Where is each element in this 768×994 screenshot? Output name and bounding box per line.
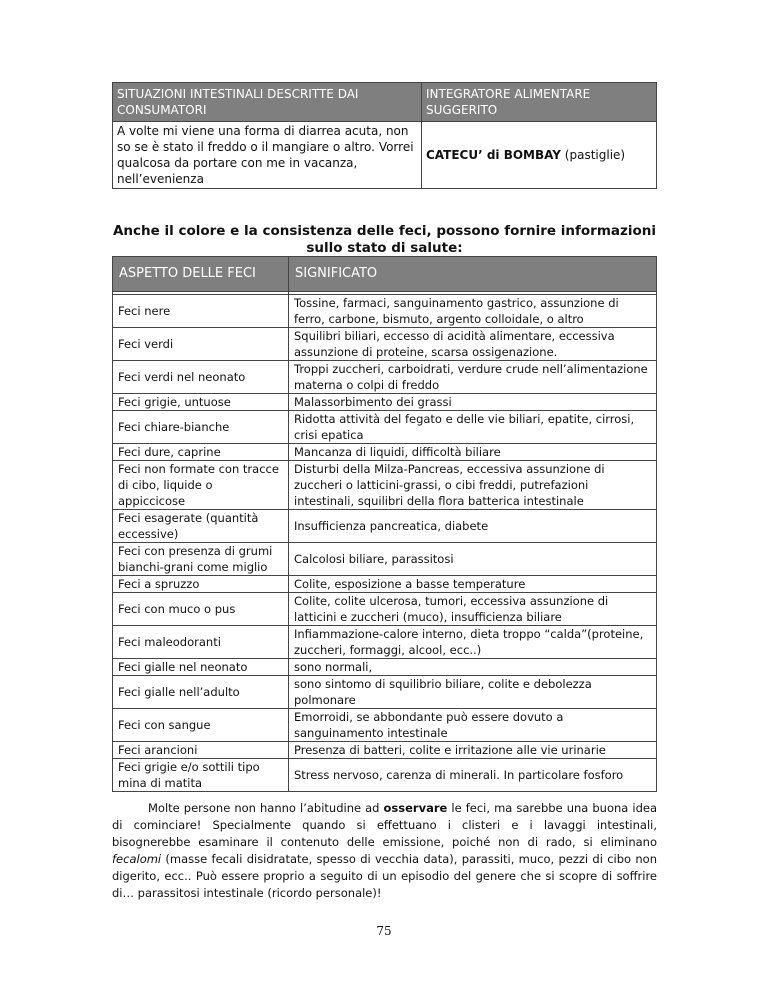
supplement-form: (pastiglie) <box>560 148 626 162</box>
aspect-cell: Feci esagerate (quantità eccessive) <box>113 510 289 543</box>
meaning-cell: Squilibri biliari, eccesso di acidità alimentare, eccessiva assunzione di proteine, scarsa ossigenazione. <box>289 328 657 361</box>
table-row <box>113 295 657 328</box>
aspect-cell: Feci a spruzzo <box>113 576 289 593</box>
header-aspect: ASPETTO DELLE FECI <box>113 257 289 292</box>
paragraph-bold: osservare <box>383 801 448 815</box>
aspect-cell: Feci verdi nel neonato <box>113 361 289 394</box>
meaning-cell: Colite, esposizione a basse temperature <box>289 576 657 593</box>
table-row <box>113 543 657 576</box>
section-heading: Anche il colore e la consistenza delle feci, possono fornire informazioni sullo stato di salute: <box>112 223 656 256</box>
meaning-cell: sono normali, <box>289 659 657 676</box>
header-meaning: SIGNIFICATO <box>289 257 657 292</box>
table-row <box>113 510 657 543</box>
supplement-name: CATECU’ di BOMBAY <box>426 148 561 162</box>
table-row <box>113 411 657 444</box>
table-row <box>113 709 657 742</box>
meaning-cell: Calcolosi biliare, parassitosi <box>289 543 657 576</box>
meaning-cell: sono sintomo di squilibrio biliare, colite e debolezza polmonare <box>289 676 657 709</box>
aspect-cell: Feci nere <box>113 295 289 328</box>
stool-table-body <box>113 292 657 792</box>
supplement-cell <box>422 122 657 189</box>
page-number: 75 <box>376 924 392 938</box>
table-row <box>113 593 657 626</box>
table-header-row <box>113 257 657 292</box>
table-row <box>113 742 657 759</box>
table-row <box>113 576 657 593</box>
table-row <box>113 361 657 394</box>
aspect-cell: Feci non formate con tracce di cibo, liquide o appiccicose <box>113 461 289 510</box>
table-row <box>113 659 657 676</box>
paragraph-text-1: Molte persone non hanno l’abitudine ad <box>148 801 384 815</box>
meaning-cell: Stress nervoso, carenza di minerali. In particolare fosforo <box>289 759 657 792</box>
table-row <box>113 122 657 189</box>
table-row <box>113 626 657 659</box>
table-row <box>113 759 657 792</box>
paragraph-text-2: le feci, ma sarebbe una buona idea di cominciare! Specialmente quando si effettuano i clisteri e i lavaggi intestinali, bisognerebbe esaminare il contenuto delle emissione, poiché non di rado, si eliminano <box>112 801 658 849</box>
table-row <box>113 394 657 411</box>
table-row <box>113 444 657 461</box>
meaning-cell: Disturbi della Milza-Pancreas, eccessiva assunzione di zuccheri o latticini-grassi, o cibi freddi, putrefazioni intestinali, squilibri della flora batterica intestinale <box>289 461 657 510</box>
aspect-cell: Feci gialle nel neonato <box>113 659 289 676</box>
aspect-cell: Feci verdi <box>113 328 289 361</box>
table-row <box>113 461 657 510</box>
meaning-cell: Insufficienza pancreatica, diabete <box>289 510 657 543</box>
meaning-cell: Presenza di batteri, colite e irritazione alle vie urinarie <box>289 742 657 759</box>
meaning-cell: Malassorbimento dei grassi <box>289 394 657 411</box>
aspect-cell: Feci gialle nell’adulto <box>113 676 289 709</box>
aspect-cell: Feci con presenza di grumi bianchi-grani come miglio <box>113 543 289 576</box>
header-situation: SITUAZIONI INTESTINALI DESCRITTE DAI CONSUMATORI <box>113 83 422 122</box>
aspect-cell: Feci arancioni <box>113 742 289 759</box>
header-supplement: INTEGRATORE ALIMENTARE SUGGERITO <box>422 83 657 122</box>
table-row <box>113 676 657 709</box>
paragraph-text-3: (masse fecali disidratate, spesso di vecchia data), parassiti, muco, pezzi di cibo non digerito, ecc.. Può essere proprio a seguito di un episodio del genere che si scopre di soffrire di… parassitosi intestinale (ricordo personale)! <box>112 852 657 900</box>
aspect-cell: Feci con muco o pus <box>113 593 289 626</box>
body-paragraph <box>112 800 657 902</box>
paragraph-italic: fecalomi <box>112 852 162 866</box>
meaning-cell: Colite, colite ulcerosa, tumori, eccessiva assunzione di latticini e zuccheri (muco), insufficienza biliare <box>289 593 657 626</box>
aspect-cell: Feci grigie e/o sottili tipo mina di matita <box>113 759 289 792</box>
aspect-cell: Feci grigie, untuose <box>113 394 289 411</box>
aspect-cell: Feci maleodoranti <box>113 626 289 659</box>
meaning-cell: Mancanza di liquidi, difficoltà biliare <box>289 444 657 461</box>
meaning-cell: Emorroidi, se abbondante può essere dovuto a sanguinamento intestinale <box>289 709 657 742</box>
situation-cell: A volte mi viene una forma di diarrea acuta, non so se è stato il freddo o il mangiare o altro. Vorrei qualcosa da portare con me in vacanza, nell’evenienza <box>113 122 422 189</box>
meaning-cell: Tossine, farmaci, sanguinamento gastrico, assunzione di ferro, carbone, bismuto, argento colloidale, o altro <box>289 295 657 328</box>
meaning-cell: Ridotta attività del fegato e delle vie biliari, epatite, cirrosi, crisi epatica <box>289 411 657 444</box>
aspect-cell: Feci con sangue <box>113 709 289 742</box>
table-row <box>113 328 657 361</box>
aspect-cell: Feci chiare-bianche <box>113 411 289 444</box>
meaning-cell: Infiammazione-calore interno, dieta troppo “calda”(proteine, zuccheri, formaggi, alcool, ecc..) <box>289 626 657 659</box>
meaning-cell: Troppi zuccheri, carboidrati, verdure crude nell’alimentazione materna o colpi di freddo <box>289 361 657 394</box>
stool-table <box>112 256 657 792</box>
aspect-cell: Feci dure, caprine <box>113 444 289 461</box>
table-header-row <box>113 83 657 122</box>
supplement-table <box>112 82 657 189</box>
